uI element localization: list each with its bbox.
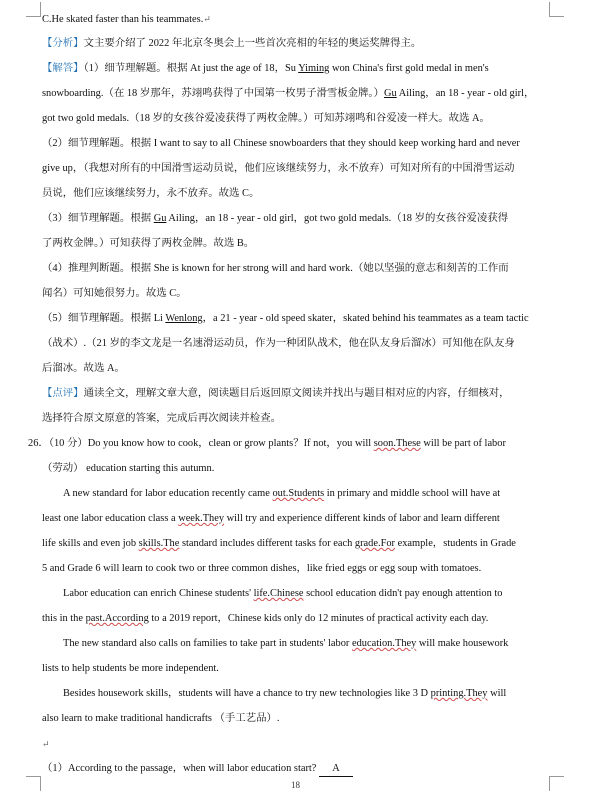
analysis-tag: 【分析】	[42, 38, 84, 49]
passage-p1-line-2: least one labor education class a week.They will try and experience different kinds of labor and learn different	[42, 513, 500, 524]
answer-q2-line-2: give up，（我想对所有的中国滑雪运动员说，他们应该继续努力，永不放弃）可知对所有的中国滑雪运动	[42, 163, 515, 174]
answer-q5-line-3: 后溜冰。故选 A。	[42, 363, 125, 374]
passage-p2-line-1: Labor education can enrich Chinese students' life.Chinese school education didn't pay enough attention to	[63, 588, 503, 599]
crop-mark-top-right	[549, 2, 564, 17]
answer-q3-line-2: 了两枚金牌。）可知获得了两枚金牌。故选 B。	[42, 238, 255, 249]
empty-paragraph-line: ↵	[42, 739, 50, 749]
answer-q5-line-2: （战术）.（21 岁的李文龙是一名速滑运动员，作为一种团队战术，他在队友身后溜冰）可知他在队友身	[42, 338, 515, 349]
option-c-line: C.He skated faster than his teammates.↵	[42, 14, 211, 25]
passage-p4-line-1: Besides housework skills，students will have a chance to try new technologies like 3 D printing.They will	[63, 688, 507, 699]
page-number: 18	[291, 780, 300, 790]
passage-p4-line-2: also learn to make traditional handicrafts （手工艺品）.	[42, 713, 280, 724]
comment-tag: 【点评】	[42, 388, 84, 399]
answer-line-2: snowboarding.（在 18 岁那年，苏翊鸣获得了中国第一枚男子滑雪板金牌。）Gu Ailing，an 18 - year - old girl，	[42, 88, 535, 99]
question-26-line-2: （劳动） education starting this autumn.	[42, 463, 215, 474]
passage-p3-line-2: lists to help students be more independent.	[42, 663, 219, 674]
passage-p1-line-3: life skills and even job skills.The standard includes different tasks for each grade.For example，students in Grade	[42, 538, 516, 549]
passage-p1-line-1: A new standard for labor education recently came out.Students in primary and middle school will have at	[63, 488, 501, 499]
answer-q3-line-1: （3）细节理解题。根据 Gu Ailing，an 18 - year - old girl，got two gold medals.（18 岁的女孩谷爱凌获得	[42, 213, 509, 224]
answer-q2-line-1: （2）细节理解题。根据 I want to say to all Chinese snowboarders that they should keep working hard and never	[42, 138, 520, 149]
answer-blank: A	[319, 762, 353, 777]
answer-q4-line-2: 闻名）可知她很努力。故选 C。	[42, 288, 187, 299]
analysis-line: 【分析】文主要介绍了 2022 年北京冬奥会上一些首次亮相的年轻的奥运奖牌得主。	[42, 38, 422, 49]
answer-q5-line-1: （5）细节理解题。根据 Li Wenlong，a 21 - year - old speed skater，skated behind his teammates as a team tactic	[42, 313, 529, 324]
question-26-heading: 26．（10 分）Do you know how to cook，clean or grow plants？If not，you will soon.These will be part of labor	[28, 438, 506, 449]
answer-q4-line-1: （4）推理判断题。根据 She is known for her strong will and hard work.（她以坚强的意志和刻苦的工作而	[42, 263, 509, 274]
question-1-line: （1）According to the passage，when will labor education start? A	[42, 762, 550, 777]
comment-line-1: 【点评】通读全文，理解文章大意，阅读题目后返回原文阅读并找出与题目相对应的内容，仔细核对，	[42, 388, 510, 399]
passage-p2-line-2: this in the past.According to a 2019 report，Chinese kids only do 12 minutes of practical activity each day.	[42, 613, 489, 624]
answer-line-3: got two gold medals.（18 岁的女孩谷爱凌获得了两枚金牌。）可知苏翊鸣和谷爱凌一样大。故选 A。	[42, 113, 490, 124]
answer-line-1: 【解答】（1）细节理解题。根据 At just the age of 18，Su Yiming won China's first gold medal in men's	[42, 63, 489, 74]
comment-line-2: 选择符合原文原意的答案，完成后再次阅读并检查。	[42, 413, 281, 424]
answer-tag: 【解答】	[42, 63, 84, 74]
crop-mark-top-left	[26, 2, 41, 17]
passage-p1-line-4: 5 and Grade 6 will learn to cook two or three common dishes，like fried eggs or egg soup with tomatoes.	[42, 563, 482, 574]
passage-p3-line-1: The new standard also calls on families to take part in students' labor education.They will make housework	[63, 638, 509, 649]
answer-q2-line-3: 员说，他们应该继续努力，永不放弃。故选 C。	[42, 188, 260, 199]
